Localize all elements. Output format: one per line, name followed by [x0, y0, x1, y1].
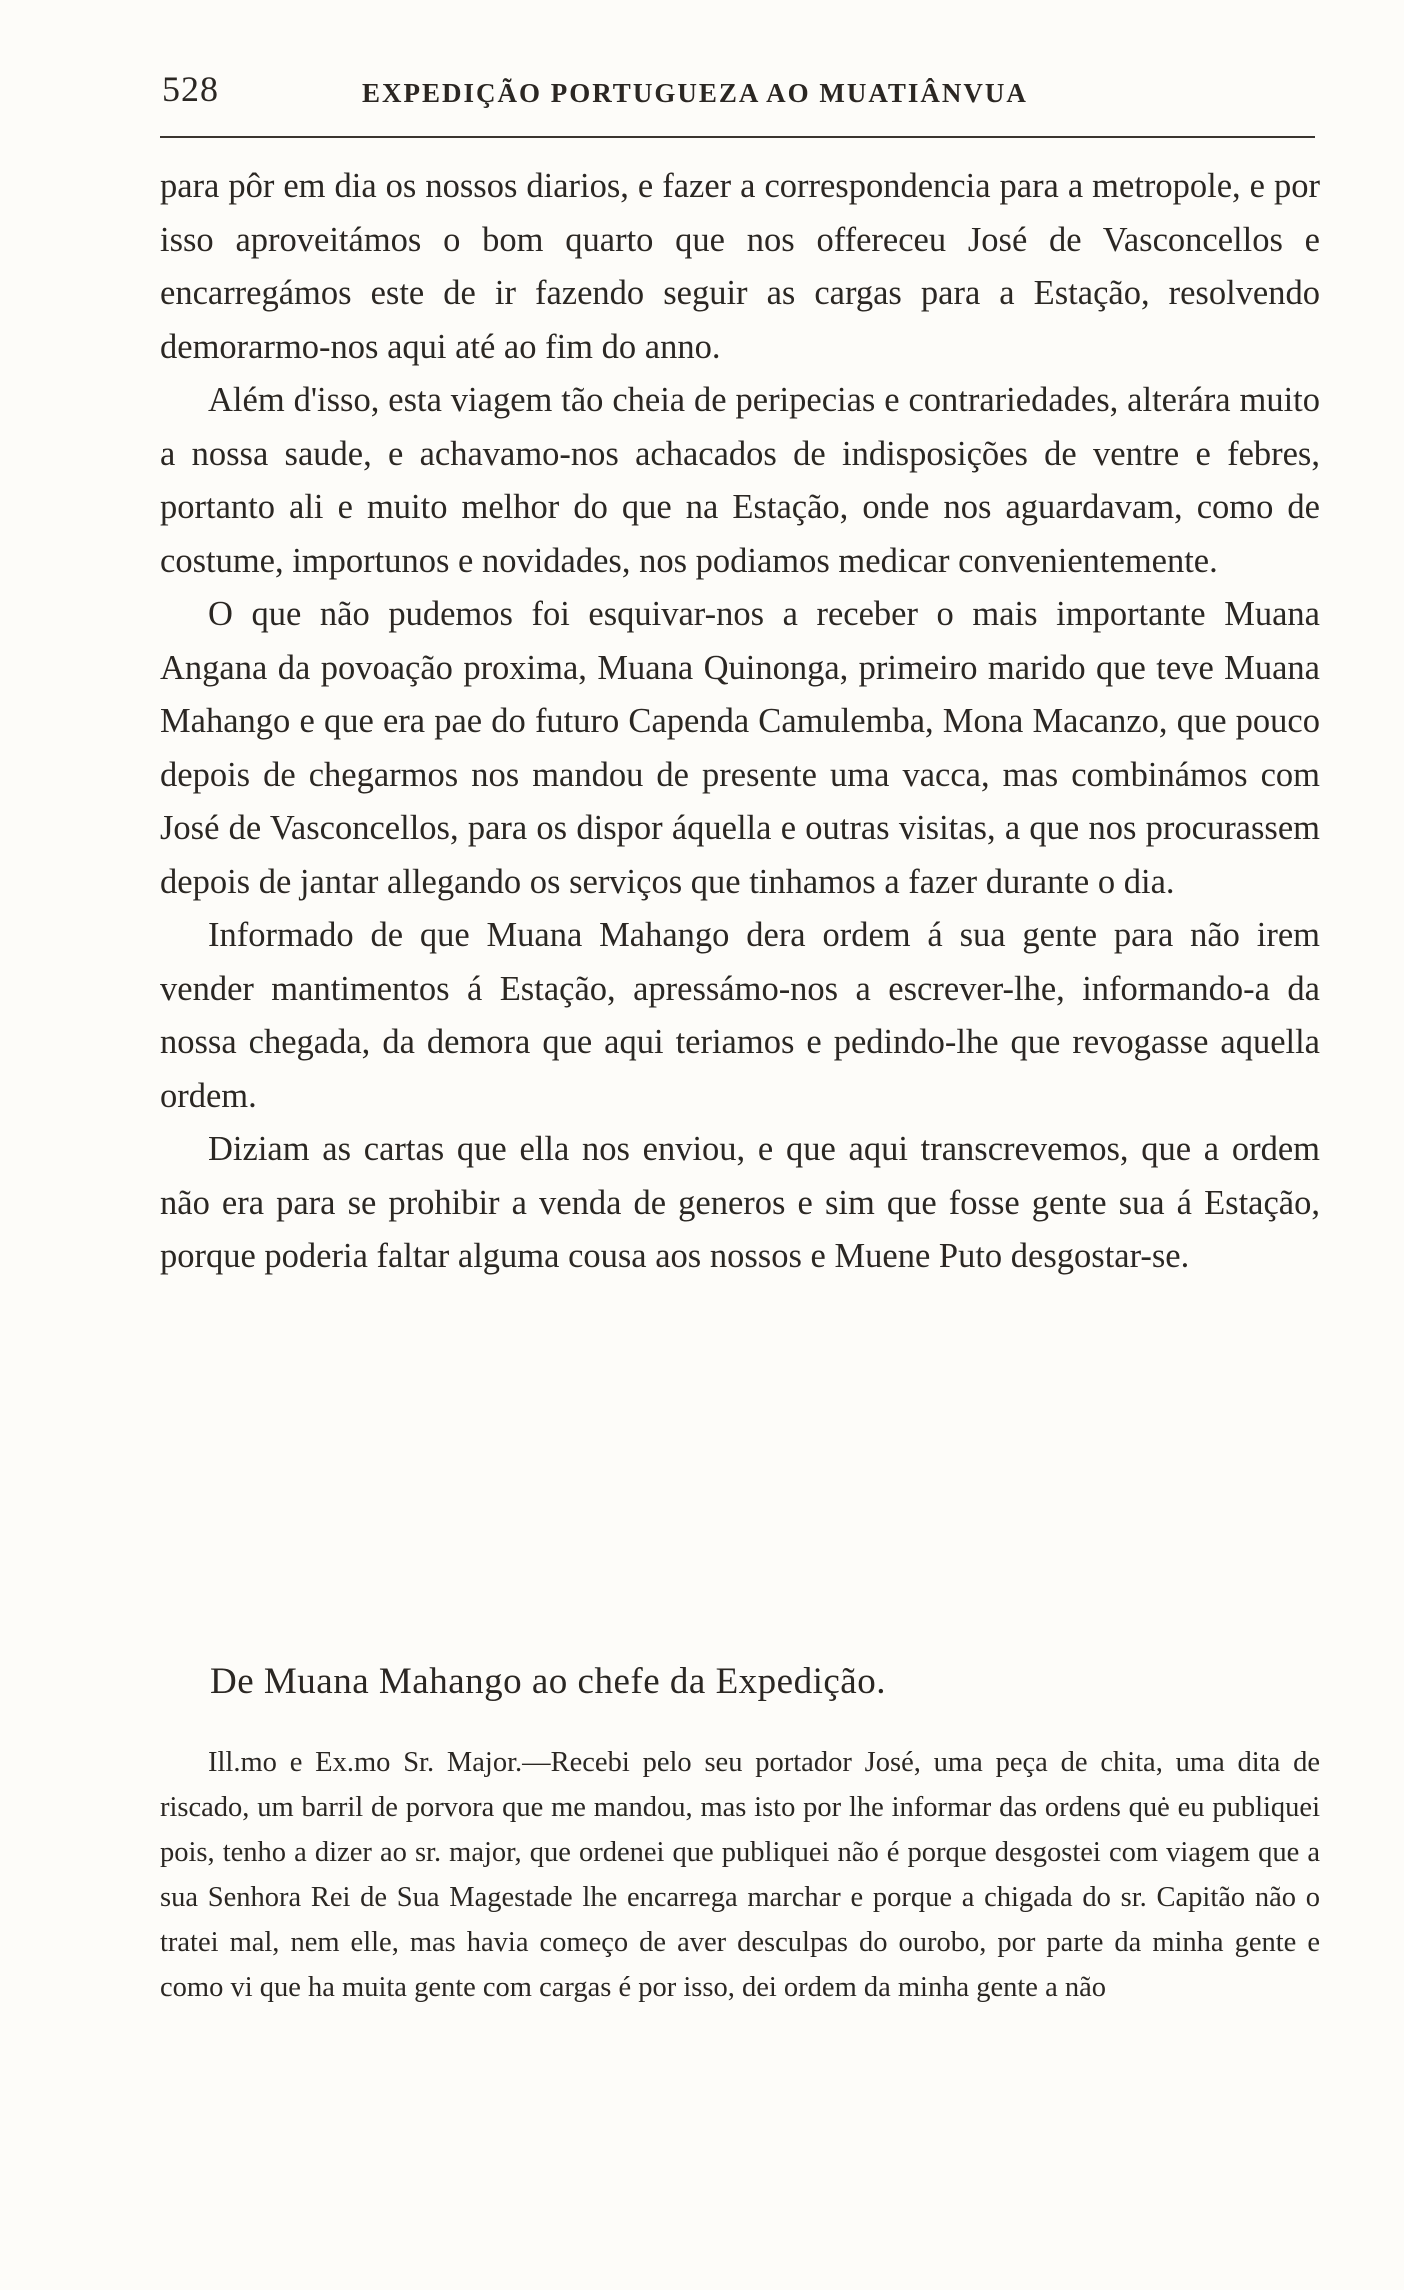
- header-rule: [160, 136, 1315, 138]
- body-text: [160, 160, 1320, 1284]
- letter-paragraph: Ill.mo e Ex.mo Sr. Major.—Recebi pelo seu portador José, uma peça de chita, uma dita de riscado, um barril de porvora que me mandou, mas isto por lhe informar das ordens quė eu publiquei pois, tenho a dizer ao sr. major, que ordenei que publiquei não é porque desgostei com viagem que a sua Senhora Rei de Sua Magestade lhe encarrega marchar e porque a chigada do sr. Capitão não o tratei mal, nem elle, mas havia começo de aver desculpas do ourobo, por parte da minha gente e como vi que ha muita gente com cargas é por isso, dei ordem da minha gente a não: [160, 1747, 1320, 2003]
- paragraph: Além d'isso, esta viagem tão cheia de peripecias e contrariedades, alterára muito a nossa saude, e achavamo-nos achacados de indisposições de ventre e febres, portanto ali e muito melhor do que na Estação, onde nos aguardavam, como de costume, importunos e novidades, nos podiamos medicar convenientemente.: [160, 381, 1320, 580]
- paragraph: para pôr em dia os nossos diarios, e fazer a correspondencia para a metropole, e por isso aproveitámos o bom quarto que nos offereceu José de Vasconcellos e encarregámos este de ir fazendo seguir as cargas para a Estação, resolvendo demorarmo-nos aqui até ao fim do anno.: [160, 167, 1320, 366]
- paragraph: Informado de que Muana Mahango dera ordem á sua gente para não irem vender mantimentos á Estação, apressámo-nos a escrever-lhe, informando-a da nossa chegada, da demora que aqui teriamos e pedindo-lhe que revogasse aquella ordem.: [160, 916, 1320, 1115]
- letter-text: [160, 1740, 1320, 2010]
- paragraph: O que não pudemos foi esquivar-nos a receber o mais importante Muana Angana da povoação proxima, Muana Quinonga, primeiro marido que teve Muana Mahango e que era pae do futuro Capenda Camulemba, Mona Macanzo, que pouco depois de chegarmos nos mandou de presente uma vacca, mas combinámos com José de Vasconcellos, para os dispor áquella e outras visitas, a que nos procurassem depois de jantar allegando os serviços que tinhamos a fazer durante o dia.: [160, 595, 1320, 901]
- page-header: [162, 68, 1312, 128]
- letter-heading: De Muana Mahango ao chefe da Expedição.: [210, 1661, 886, 1702]
- page-number: 528: [162, 69, 219, 109]
- running-title: EXPEDIÇÃO PORTUGUEZA AO MUATIÂNVUA: [362, 78, 1028, 108]
- paragraph: Diziam as cartas que ella nos enviou, e que aqui transcrevemos, que a ordem não era para se prohibir a venda de generos e sim que fosse gente sua á Estação, porque poderia faltar alguma cousa aos nossos e Muene Puto desgostar-se.: [160, 1130, 1320, 1275]
